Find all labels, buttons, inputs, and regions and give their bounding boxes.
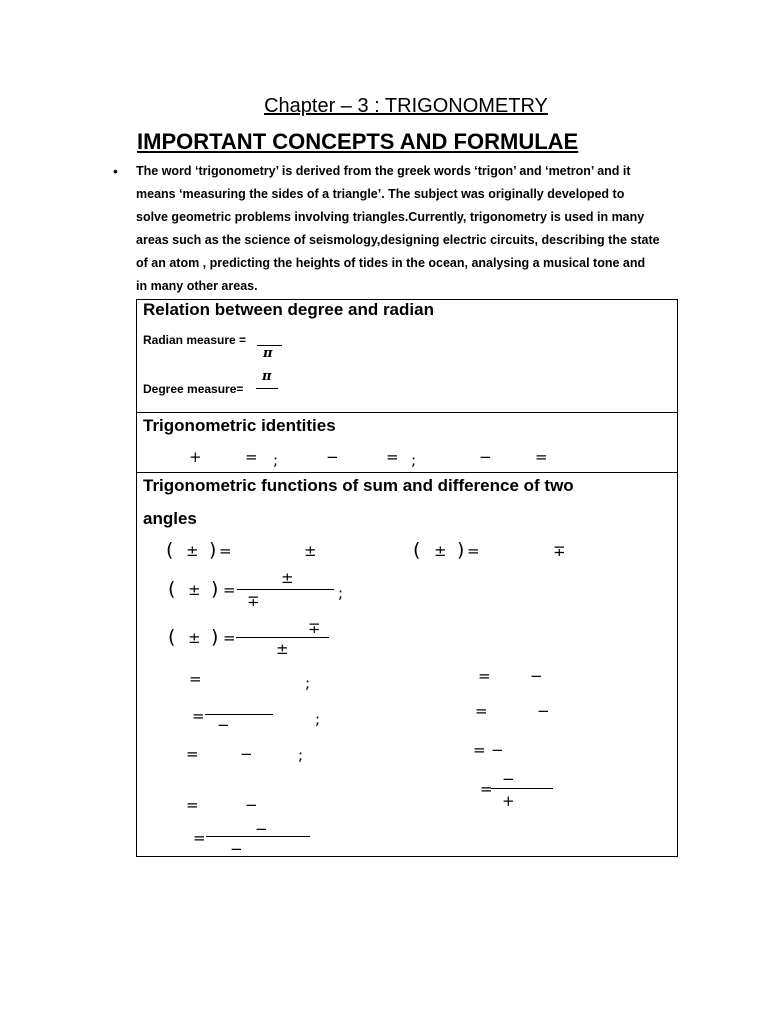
intro-line: areas such as the science of seismology,designing electric circuits, describing the state bbox=[136, 233, 660, 247]
minus-sign: − bbox=[491, 741, 504, 759]
section-divider bbox=[136, 412, 678, 413]
minus-sign: − bbox=[530, 667, 543, 685]
plus-sign: + bbox=[502, 792, 515, 810]
plus-minus-sign: ± bbox=[276, 640, 289, 658]
equals-sign: = bbox=[478, 667, 491, 685]
equals-sign: = bbox=[186, 745, 199, 763]
identities-title: Trigonometric identities bbox=[143, 416, 336, 435]
equals-sign: = bbox=[467, 542, 480, 560]
paren-close: ) bbox=[211, 626, 219, 648]
semicolon: ; bbox=[298, 746, 304, 764]
minus-sign: − bbox=[255, 820, 268, 838]
degree-radian-title: Relation between degree and radian bbox=[143, 300, 434, 319]
minus-sign: − bbox=[240, 745, 253, 763]
minus-sign: − bbox=[245, 796, 258, 814]
plus-minus-sign: ± bbox=[304, 542, 317, 560]
equals-sign: = bbox=[535, 448, 548, 466]
minus-sign: − bbox=[326, 448, 339, 466]
minus-plus-sign: ∓ bbox=[308, 619, 321, 637]
intro-line: of an atom , predicting the heights of tides in the ocean, analysing a musical tone and bbox=[136, 256, 646, 270]
paren-open: ( bbox=[413, 539, 421, 561]
plus-sign: + bbox=[189, 448, 202, 466]
fraction-bar bbox=[237, 589, 334, 590]
intro-paragraph bbox=[136, 160, 681, 298]
semicolon: ; bbox=[315, 710, 321, 728]
minus-sign: − bbox=[217, 716, 230, 734]
intro-line: in many other areas. bbox=[136, 279, 258, 293]
minus-sign: − bbox=[479, 448, 492, 466]
paren-close: ) bbox=[211, 578, 219, 600]
equals-sign: = bbox=[186, 796, 199, 814]
paren-open: ( bbox=[168, 626, 176, 648]
paren-close: ) bbox=[209, 539, 217, 561]
minus-plus-sign: ∓ bbox=[247, 592, 260, 610]
equals-sign: = bbox=[219, 542, 232, 560]
fraction-bar bbox=[236, 637, 329, 638]
fraction-bar bbox=[205, 714, 273, 715]
semicolon: ; bbox=[305, 674, 311, 692]
minus-sign: − bbox=[537, 702, 550, 720]
paren-open: ( bbox=[166, 539, 174, 561]
equals-sign: = bbox=[189, 670, 202, 688]
pi-symbol: π bbox=[262, 369, 272, 384]
semicolon: ; bbox=[338, 584, 344, 602]
plus-minus-sign: ± bbox=[188, 581, 201, 599]
fraction-bar bbox=[206, 836, 310, 837]
radian-measure-label: Radian measure = bbox=[143, 333, 247, 347]
plus-minus-sign: ± bbox=[281, 569, 294, 587]
minus-plus-sign: ∓ bbox=[553, 542, 566, 560]
equals-sign: = bbox=[386, 448, 399, 466]
equals-sign: = bbox=[480, 780, 493, 798]
paren-close: ) bbox=[457, 539, 465, 561]
intro-line: solve geometric problems involving triangles.Currently, trigonometry is used in many bbox=[136, 210, 645, 224]
sum-difference-title: Trigonometric functions of sum and difference of two bbox=[143, 476, 574, 495]
minus-sign: − bbox=[230, 840, 243, 858]
equals-sign: = bbox=[475, 702, 488, 720]
pi-symbol: π bbox=[263, 346, 273, 361]
equals-sign: = bbox=[193, 829, 206, 847]
chapter-title: Chapter – 3 : TRIGONOMETRY bbox=[264, 95, 548, 117]
fraction-bar bbox=[491, 788, 553, 789]
sum-difference-title-cont: angles bbox=[143, 509, 197, 528]
fraction-bar bbox=[256, 388, 278, 389]
semicolon: ; bbox=[273, 451, 279, 469]
semicolon: ; bbox=[411, 451, 417, 469]
intro-line: The word ‘trigonometry’ is derived from the greek words ‘trigon’ and ‘metron’ and it bbox=[136, 164, 631, 178]
equals-sign: = bbox=[245, 448, 258, 466]
plus-minus-sign: ± bbox=[188, 629, 201, 647]
bullet-marker: • bbox=[113, 163, 118, 179]
intro-line: means ‘measuring the sides of a triangle’. The subject was originally developed to bbox=[136, 187, 625, 201]
equals-sign: = bbox=[192, 707, 205, 725]
minus-sign: − bbox=[502, 770, 515, 788]
paren-open: ( bbox=[168, 578, 176, 600]
section-divider bbox=[136, 472, 678, 473]
degree-measure-label: Degree measure= bbox=[143, 382, 244, 396]
equals-sign: = bbox=[473, 741, 486, 759]
equals-sign: = bbox=[223, 629, 236, 647]
equals-sign: = bbox=[223, 581, 236, 599]
plus-minus-sign: ± bbox=[434, 542, 447, 560]
plus-minus-sign: ± bbox=[186, 542, 199, 560]
section-heading: IMPORTANT CONCEPTS AND FORMULAE bbox=[137, 129, 579, 154]
